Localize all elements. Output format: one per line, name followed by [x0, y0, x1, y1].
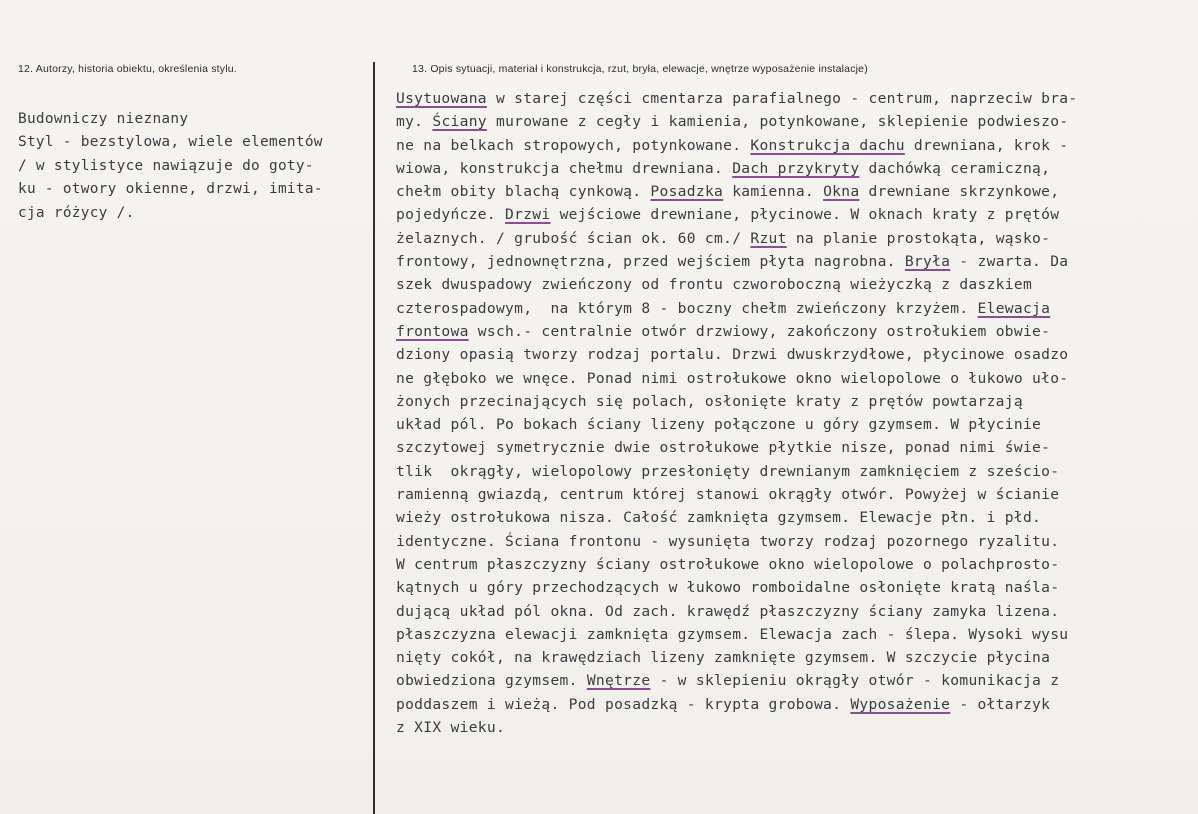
- text-segment: kamienna.: [723, 183, 824, 201]
- text-segment: wiowa, konstrukcja chełmu drewniana.: [396, 159, 733, 177]
- description-text-line: [396, 110, 1176, 133]
- authors-history-style-column: [18, 108, 368, 225]
- section-12-header: 12. Autorzy, historia obiektu, określenia stylu.: [18, 63, 237, 75]
- description-text-line: [396, 553, 1176, 576]
- description-text-line: [396, 413, 1176, 436]
- description-text-line: [396, 297, 1176, 320]
- left-text-line: / w stylistyce nawiązuje do goty-: [18, 157, 314, 174]
- description-text-line: [396, 250, 1176, 273]
- description-text-line: [396, 87, 1176, 110]
- column-divider: [373, 62, 375, 814]
- description-column: [396, 87, 1176, 739]
- underlined-heading: Drzwi: [505, 206, 551, 224]
- text-segment: w starej części cmentarza parafialnego - centrum, naprzeciw bra-: [486, 90, 1078, 107]
- text-segment: żelaznych. / grubość ścian ok. 60 cm./: [396, 229, 751, 247]
- underlined-heading: Bryła: [904, 253, 951, 271]
- description-text-line: [396, 693, 1176, 716]
- description-text-line: [396, 390, 1176, 413]
- text-segment: dziony opasią tworzy rodzaj portalu. Drzwi dwuskrzydłowe, płycinowe osadzo: [396, 346, 1069, 364]
- left-text-line: cja różycy /.: [18, 204, 135, 221]
- text-segment: identyczne. Ściana frontonu - wysunięta tworzy rodzaj pozornego ryzalitu.: [396, 532, 1060, 550]
- text-segment: murowane z cegły i kamienia, potynkowane, sklepienie podwieszo-: [486, 113, 1069, 131]
- text-segment: poddaszem i wieżą. Pod posadzką - krypta grobowa.: [396, 695, 851, 713]
- description-text-line: [396, 273, 1176, 296]
- text-segment: ne na belkach stropowych, potynkowane.: [396, 136, 751, 154]
- text-segment: - ołtarzyk: [950, 695, 1051, 713]
- text-segment: obwiedziona gzymsem.: [396, 672, 587, 690]
- text-segment: W centrum płaszczyzny ściany ostrołukowe okno wielopolowe o polachprosto-: [396, 555, 1060, 573]
- description-text-line: [396, 506, 1176, 529]
- text-segment: kątnych u góry przechodzących w łukowo romboidalne osłonięte kratą naśla-: [396, 579, 1060, 597]
- text-segment: układ pól. Po bokach ściany lizeny połączone u góry gzymsem. W płycinie: [396, 416, 1042, 434]
- description-text-line: [396, 134, 1176, 157]
- description-text-line: [396, 530, 1176, 553]
- underlined-heading: Usytuowana: [396, 90, 487, 107]
- description-text-line: [396, 483, 1176, 506]
- description-text-line: [396, 367, 1176, 390]
- underlined-heading: Wnętrze: [586, 672, 651, 690]
- underlined-heading: Dach przykryty: [732, 159, 860, 177]
- description-text-line: [396, 669, 1176, 692]
- text-segment: ne głęboko we wnęce. Ponad nimi ostrołukowe okno wielopolowe o łukowo uło-: [396, 369, 1069, 387]
- underlined-heading: Okna: [823, 183, 860, 201]
- description-text-line: [396, 600, 1176, 623]
- left-text-line: ku - otwory okienne, drzwi, imita-: [18, 181, 323, 198]
- underlined-heading: Konstrukcja dachu: [750, 136, 905, 154]
- left-text-line: Styl - bezstylowa, wiele elementów: [18, 134, 323, 151]
- description-text-line: [396, 180, 1176, 203]
- text-segment: czterospadowym, na którym 8 - boczny chełm zwieńczony krzyżem.: [396, 299, 978, 317]
- underlined-heading: frontowa: [396, 322, 469, 340]
- description-text-line: [396, 227, 1176, 250]
- description-text-line: [396, 157, 1176, 180]
- description-text-line: [396, 623, 1176, 646]
- description-text-line: [396, 576, 1176, 599]
- underlined-heading: Wyposażenie: [850, 695, 951, 713]
- underlined-heading: Elewacja: [977, 299, 1051, 317]
- text-segment: - w sklepieniu okrągły otwór - komunikacja z: [650, 672, 1060, 690]
- text-segment: drewniana, krok -: [904, 136, 1069, 154]
- text-segment: dachówką ceramiczną,: [859, 159, 1051, 177]
- description-text-line: [396, 343, 1176, 366]
- text-segment: żonych przecinających się polach, osłonięte kraty z prętów powtarzają: [396, 392, 1023, 410]
- underlined-heading: Ściany: [432, 113, 487, 131]
- description-text-line: [396, 436, 1176, 459]
- underlined-heading: Rzut: [750, 229, 787, 247]
- left-text-line: Budowniczy nieznany: [18, 111, 189, 127]
- text-segment: nięty cokół, na krawędziach lizeny zamknięte gzymsem. W szczycie płycina: [396, 649, 1051, 667]
- section-13-header: 13. Opis sytuacji, materiał i konstrukcja, rzut, bryła, elewacje, wnętrze wyposażenie instalacje): [412, 63, 868, 75]
- text-segment: dującą układ pól okna. Od zach. krawędź płaszczyzny ściany zamyka lizena.: [396, 602, 1060, 620]
- description-text-line: [396, 320, 1176, 343]
- text-segment: chełm obity blachą cynkową.: [396, 183, 651, 201]
- underlined-heading: Posadzka: [650, 183, 724, 201]
- text-segment: - zwarta. Da: [950, 253, 1069, 271]
- text-segment: my.: [396, 113, 433, 131]
- description-text-line: [396, 716, 1176, 739]
- text-segment: drewniane skrzynkowe,: [859, 183, 1060, 201]
- text-segment: pojedyńcze.: [396, 206, 506, 224]
- text-segment: wsch.- centralnie otwór drzwiowy, zakończony ostrołukiem obwie-: [468, 322, 1051, 340]
- text-segment: szczytowej symetrycznie dwie ostrołukowe płytkie nisze, ponad nimi świe-: [396, 439, 1051, 457]
- description-text-line: [396, 646, 1176, 669]
- text-segment: płaszczyzna elewacji zamknięta gzymsem. Elewacja zach - ślepa. Wysoki wysu: [396, 625, 1069, 643]
- text-segment: wieży ostrołukowa nisza. Całość zamknięta gzymsem. Elewacje płn. i płd.: [396, 509, 1042, 527]
- text-segment: wejściowe drewniane, płycinowe. W oknach kraty z prętów: [550, 206, 1060, 224]
- text-segment: na planie prostokąta, wąsko-: [786, 229, 1051, 247]
- text-segment: z XIX wieku.: [396, 719, 506, 737]
- text-segment: ramienną gwiazdą, centrum której stanowi okrągły otwór. Powyżej w ścianie: [396, 486, 1060, 504]
- description-text-line: [396, 203, 1176, 226]
- text-segment: frontowy, jednownętrzna, przed wejściem płyta nagrobna.: [396, 253, 905, 271]
- text-segment: tlik okrągły, wielopolowy przesłonięty drewnianym zamknięciem z sześcio-: [396, 462, 1060, 480]
- description-text-line: [396, 460, 1176, 483]
- text-segment: szek dwuspadowy zwieńczony od frontu czworoboczną wieżyczką z daszkiem: [396, 276, 1033, 294]
